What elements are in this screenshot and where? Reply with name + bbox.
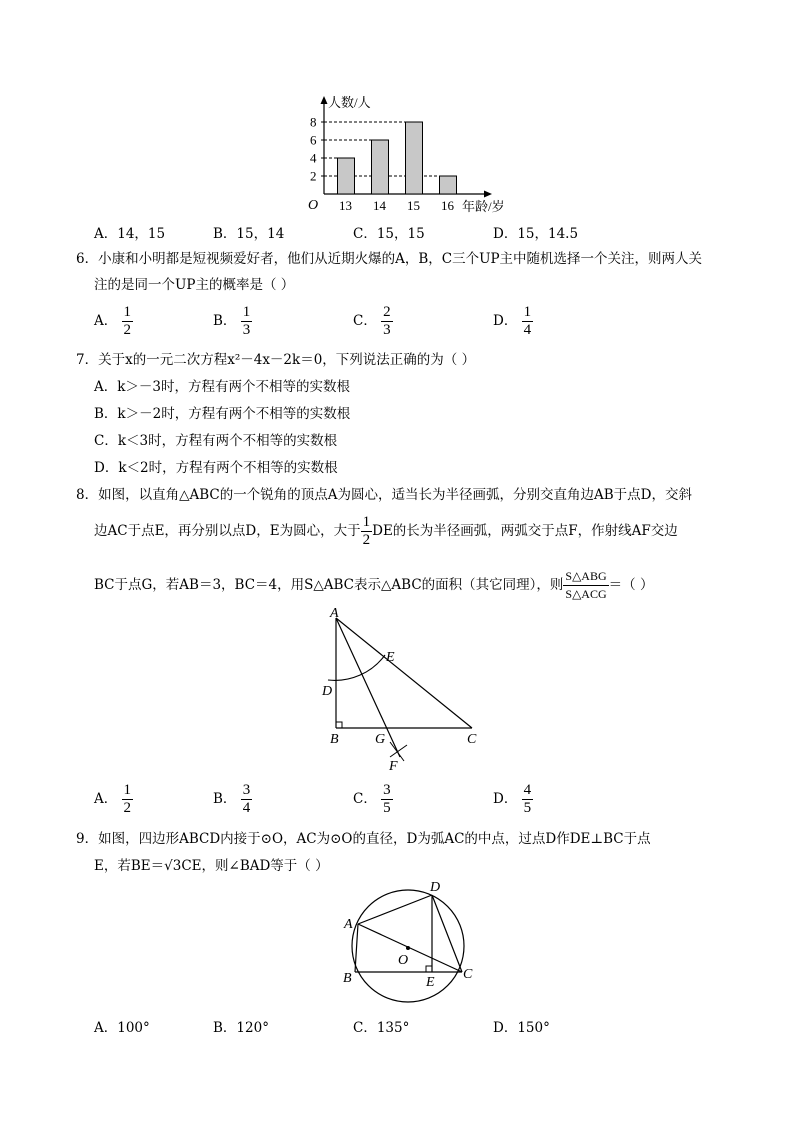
x-tick-label-15: 15	[407, 198, 420, 213]
q8-line2-frac-den: 2	[362, 532, 371, 548]
q8-label-a: A	[330, 606, 339, 621]
q8-option-b-num: 3	[242, 782, 251, 798]
q6-option-c-num: 2	[383, 304, 391, 320]
q8-stem-line2	[94, 514, 678, 549]
segment-ad	[358, 895, 432, 924]
ray-af	[336, 618, 400, 757]
q9-stem-line2: E，若BE＝√3CE，则∠BAD等于（ ）	[94, 858, 329, 874]
q6-stem-line2: 注的是同一个UP主的概率是（ ）	[94, 277, 295, 293]
q7-option-d[interactable]: D．k＜2时，方程有两个不相等的实数根	[94, 460, 338, 476]
q9-label-e: E	[426, 975, 435, 990]
q8-option-a-letter: A．	[94, 791, 118, 807]
age-bar-chart	[300, 90, 510, 215]
arc-f-1	[390, 745, 407, 757]
q6-option-a-den: 2	[123, 322, 132, 338]
q8-option-d-num: 4	[523, 782, 532, 798]
q6-option-b-letter: B．	[213, 313, 237, 329]
q8-option-c-den: 5	[383, 800, 391, 816]
y-tick-label-4: 4	[310, 150, 317, 166]
q6-option-a-num: 1	[123, 304, 132, 320]
q6-option-c-den: 3	[383, 322, 391, 338]
q8-line3-frac-den: S△ACG	[565, 587, 607, 601]
q9-label-b: B	[343, 971, 352, 986]
q8-option-c[interactable]	[353, 782, 393, 817]
q9-label-o: O	[398, 953, 409, 968]
q9-stem-line1: 9．如图，四边形ABCD内接于⊙O，AC为⊙O的直径，D为弧AC的中点，过点D作DE⊥BC于点	[76, 831, 651, 847]
q8-label-c: C	[467, 732, 477, 747]
q6-option-b-den: 3	[242, 322, 251, 338]
bar-15	[406, 122, 423, 194]
q9-circle-figure	[340, 878, 490, 1013]
q8-stem-line3	[94, 568, 653, 603]
q5-option-c[interactable]: C．15，15	[353, 226, 425, 242]
q6-option-a-letter: A．	[94, 313, 118, 329]
q6-stem-line1: 6．小康和小明都是短视频爱好者，他们从近期火爆的A，B，C三个UP主中随机选择一个关注，则两人关	[76, 251, 703, 267]
right-angle-mark	[336, 722, 342, 728]
q9-label-d: D	[430, 880, 441, 895]
q8-stem-line1: 8．如图，以直角△ABC的一个锐角的顶点A为圆心，适当长为半径画弧，分别交直角边AB于点D，交斜	[76, 487, 692, 503]
x-tick-label-13: 13	[339, 198, 352, 213]
q6-option-a[interactable]	[94, 304, 133, 339]
bar-16	[440, 176, 457, 194]
q8-option-b[interactable]	[213, 782, 252, 817]
q7-option-a[interactable]: A．k＞－3时，方程有两个不相等的实数根	[94, 379, 351, 395]
q8-line2-part2: DE的长为半径画弧，两弧交于点F，作射线AF交边	[372, 523, 678, 539]
q8-option-b-den: 4	[242, 800, 251, 816]
q8-triangle-figure	[310, 605, 510, 775]
segment-ab	[355, 924, 358, 972]
center-point	[406, 946, 410, 950]
q6-option-b[interactable]	[213, 304, 252, 339]
y-tick-label-2: 2	[310, 168, 317, 184]
x-tick-label-14: 14	[373, 198, 386, 213]
x-axis-label: 年龄/岁	[462, 199, 505, 214]
q8-label-e: E	[386, 650, 395, 665]
right-angle-mark	[426, 966, 432, 972]
q7-option-b[interactable]: B．k＞－2时，方程有两个不相等的实数根	[94, 406, 351, 422]
q8-label-f: F	[389, 759, 398, 774]
q6-option-d-den: 4	[523, 322, 532, 338]
q6-option-d[interactable]	[493, 304, 533, 339]
bar-13	[338, 158, 355, 194]
q8-option-a-den: 2	[123, 800, 132, 816]
q6-option-b-num: 1	[242, 304, 251, 320]
q8-line2-frac-num: 1	[362, 514, 371, 530]
q8-line3-part1: BC于点G，若AB＝3，BC＝4，用S△ABC表示△ABC的面积（其它同理），则	[94, 577, 564, 593]
q9-label-a: A	[344, 917, 353, 932]
q8-label-g: G	[375, 732, 386, 747]
q8-label-b: B	[330, 732, 339, 747]
bar-14	[372, 140, 389, 194]
q5-option-d[interactable]: D．15，14.5	[493, 226, 579, 242]
q8-option-d-letter: D．	[493, 791, 518, 807]
q8-option-a[interactable]	[94, 782, 133, 817]
q8-option-b-letter: B．	[213, 791, 237, 807]
q6-option-d-letter: D．	[493, 313, 518, 329]
q5-option-a[interactable]: A．14，15	[94, 226, 166, 242]
q8-line3-part2: ＝（ ）	[608, 577, 654, 593]
q6-option-d-num: 1	[523, 304, 532, 320]
y-axis-label: 人数/人	[328, 95, 371, 110]
y-tick-label-8: 8	[310, 114, 317, 130]
q8-option-c-num: 3	[383, 782, 391, 798]
q9-option-a[interactable]: A．100°	[94, 1020, 150, 1036]
x-axis-arrow	[484, 191, 492, 198]
q8-option-c-letter: C．	[353, 791, 377, 807]
q9-option-d[interactable]: D．150°	[493, 1020, 550, 1036]
q9-option-b[interactable]: B．120°	[213, 1020, 269, 1036]
y-tick-label-6: 6	[310, 132, 317, 148]
q5-option-b[interactable]: B．15，14	[213, 226, 285, 242]
q6-option-c-letter: C．	[353, 313, 377, 329]
y-axis-arrow	[321, 96, 328, 104]
q6-option-c[interactable]	[353, 304, 393, 339]
q8-option-d-den: 5	[523, 800, 532, 816]
segment-ac	[336, 618, 472, 728]
q9-label-c: C	[463, 967, 473, 982]
q8-label-d: D	[322, 684, 333, 699]
x-tick-label-16: 16	[441, 198, 454, 213]
q8-option-d[interactable]	[493, 782, 533, 817]
q7-stem: 7．关于x的一元二次方程x²－4x－2k＝0，下列说法正确的为（ ）	[76, 352, 476, 368]
q8-line2-part1: 边AC于点E，再分别以点D，E为圆心，大于	[94, 523, 361, 539]
q8-option-a-num: 1	[123, 782, 132, 798]
q8-line3-frac-num: S△ABG	[563, 568, 608, 586]
q7-option-c[interactable]: C．k＜3时，方程有两个不相等的实数根	[94, 433, 338, 449]
origin-label: O	[308, 198, 319, 213]
q9-option-c[interactable]: C．135°	[353, 1020, 410, 1036]
